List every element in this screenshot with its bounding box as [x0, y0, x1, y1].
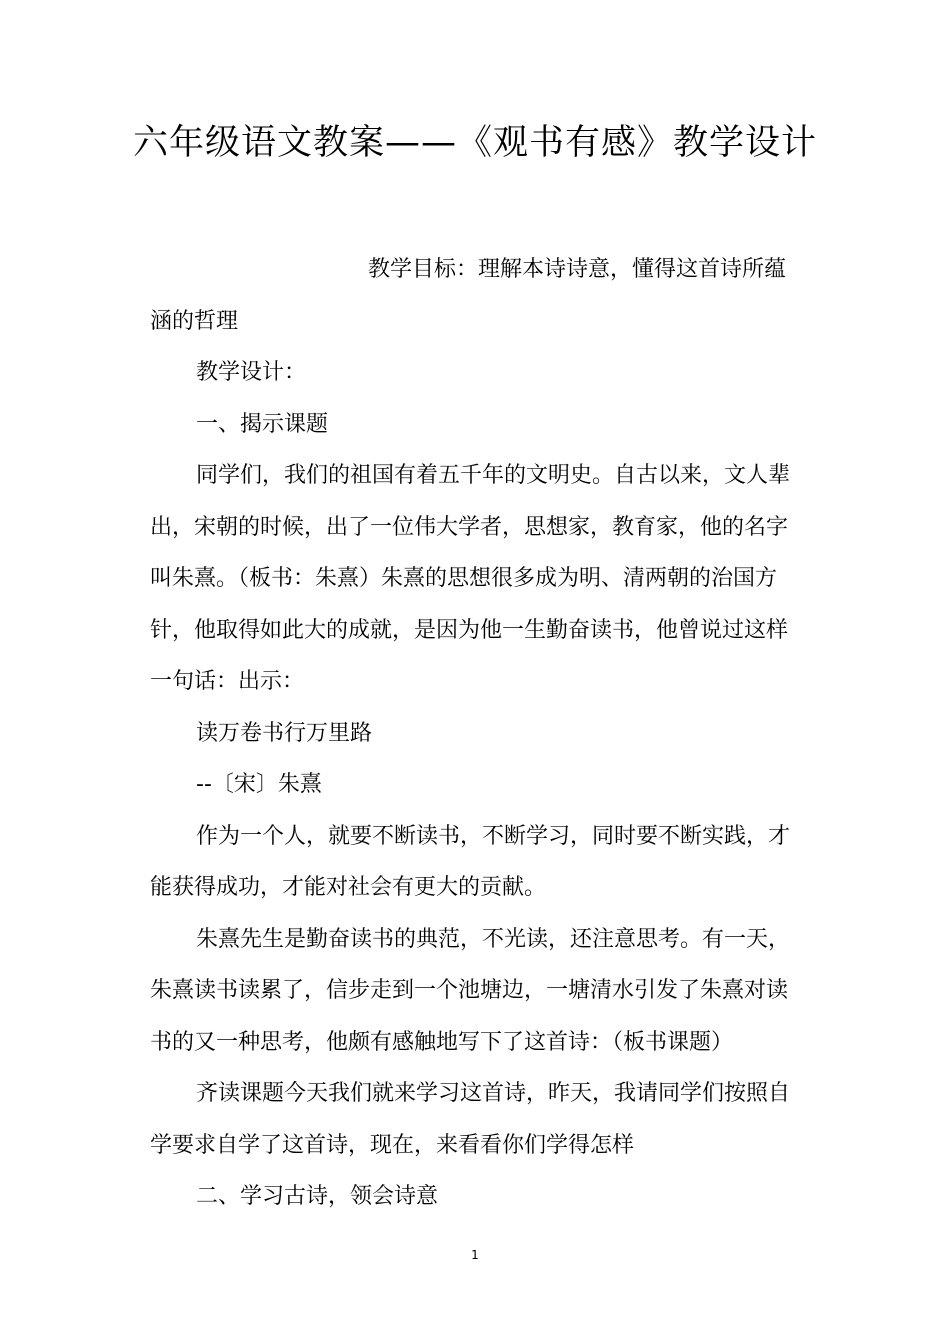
paragraph-line: 出，宋朝的时候，出了一位伟大学者，思想家，教育家，他的名字: [150, 514, 789, 540]
paragraph-line: 针，他取得如此大的成就，是因为他一生勤奋读书，他曾说过这样: [150, 617, 789, 643]
paragraph-line: 一句话：出示：: [150, 669, 305, 694]
paragraph-line: 作为一个人，就要不断读书，不断学习，同时要不断实践，才: [196, 823, 791, 849]
paragraph-line: 朱熹先生是勤奋读书的典范，不光读，还注意思考。有一天，: [196, 926, 791, 952]
section-heading-design: 教学设计：: [196, 360, 307, 385]
section-heading-intro: 一、揭示课题: [196, 411, 329, 437]
section-heading-study: 二、学习古诗，领会诗意: [196, 1184, 439, 1209]
document-title: 六年级语文教案——《观书有感》教学设计: [132, 123, 817, 163]
paragraph-line: 叫朱熹。（板书：朱熹）朱熹的思想很多成为明、清两朝的治国方: [150, 566, 778, 591]
paragraph-line: 学要求自学了这首诗，现在，来看看你们学得怎样: [150, 1132, 635, 1158]
page-number: 1: [471, 1248, 479, 1262]
objective-line: 教学目标：理解本诗诗意，懂得这首诗所蕴: [368, 257, 787, 282]
quote-attribution: --〔宋〕朱熹: [196, 772, 322, 797]
paragraph-line: 同学们，我们的祖国有着五千年的文明史。自古以来，文人辈: [196, 463, 791, 488]
paragraph-line: 能获得成功，才能对社会有更大的贡献。: [150, 875, 547, 900]
objective-continuation: 涵的哲理: [150, 308, 239, 334]
document-body: [150, 244, 802, 1223]
paragraph-line: 齐读课题今天我们就来学习这首诗，昨天，我请同学们按照自: [196, 1081, 791, 1106]
quote-line: 读万卷书行万里路: [196, 720, 373, 746]
paragraph-line: 书的又一种思考，他颇有感触地写下了这首诗：（板书课题）: [150, 1029, 734, 1055]
paragraph-line: 朱熹读书读累了，信步走到一个池塘边，一塘清水引发了朱熹对读: [150, 978, 789, 1003]
